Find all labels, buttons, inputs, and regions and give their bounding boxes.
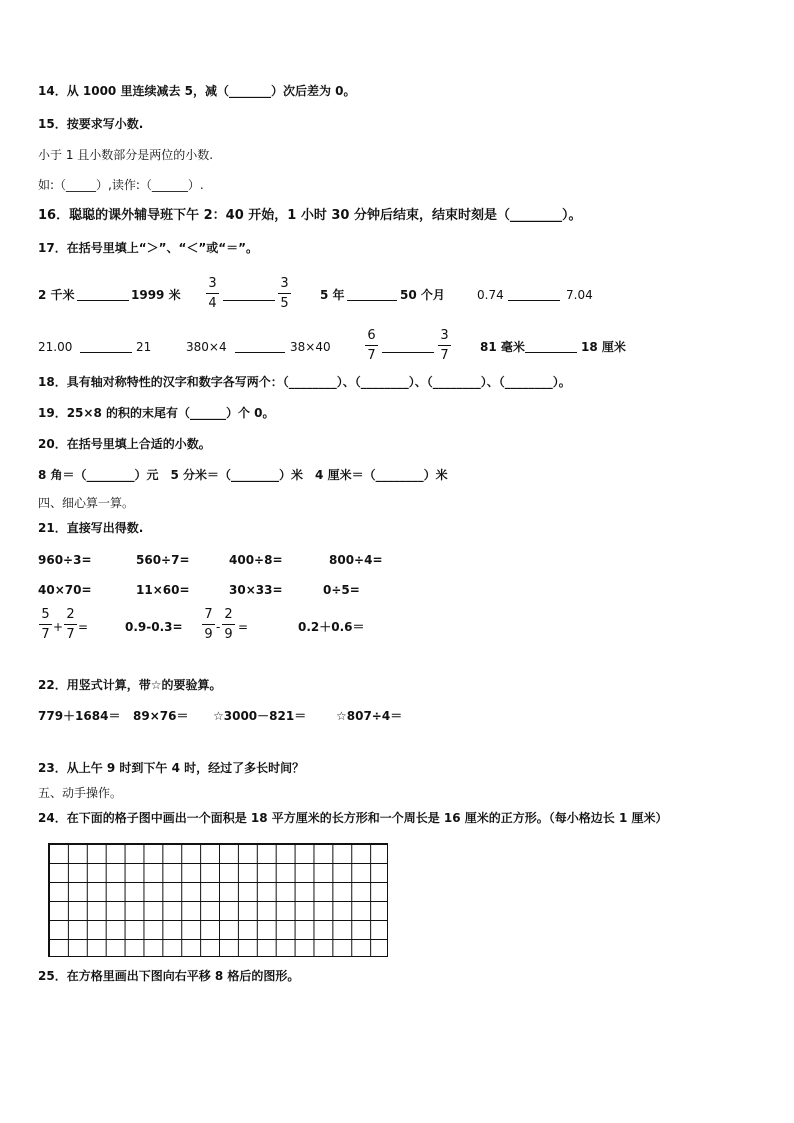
q17-r1-f: 50 个月 <box>400 288 445 302</box>
q21-r1-c1: 960÷3= <box>38 553 92 567</box>
q21-r2-c2: 11×60= <box>136 583 190 597</box>
q17-r2-a: 21.00 <box>38 340 73 354</box>
question-23: 23．从上午 9 时到下午 4 时，经过了多长时间？ <box>38 761 305 775</box>
answer-blank[interactable] <box>80 339 132 353</box>
question-16: 16．聪聪的课外辅导班下午 2：40 开始，1 小时 30 分钟后结束，结束时刻是（________）。 <box>38 208 582 223</box>
q22-item-4: ☆807÷4＝ <box>336 709 403 723</box>
q17-r1-e: 5 年 <box>320 288 345 302</box>
question-14: 14．从 1000 里连续减去 5，减（_______）次后差为 0。 <box>38 84 356 98</box>
q21-r2-c4: 0÷5= <box>323 583 360 597</box>
q21-r2-c3: 30×33= <box>229 583 283 597</box>
q17-r1-fraction-right: 3 5 <box>278 275 291 312</box>
question-20-title: 20．在括号里填上合适的小数。 <box>38 437 211 451</box>
q17-r1-g: 0.74 <box>477 288 504 302</box>
equals-sign: = <box>78 620 89 634</box>
question-25: 25．在方格里画出下图向右平移 8 格后的图形。 <box>38 969 300 983</box>
q17-r1-fraction-left: 3 4 <box>206 275 219 312</box>
question-15-line1: 小于 1 且小数部分是两位的小数. <box>38 148 214 162</box>
q21-fraction-2-9: 2 9 <box>222 606 235 643</box>
answer-blank[interactable] <box>525 339 577 353</box>
answer-blank[interactable] <box>223 287 275 301</box>
question-18: 18．具有轴对称特性的汉字和数字各写两个：（________）、（________）、（________）、（________）。 <box>38 375 571 389</box>
q17-r2-h: 18 厘米 <box>581 340 626 354</box>
q21-fraction-5-7: 5 7 <box>39 606 52 643</box>
answer-blank[interactable] <box>382 339 434 353</box>
section-4-heading: 四、细心算一算。 <box>38 496 135 510</box>
q22-item-2: 89×76＝ <box>133 709 189 723</box>
q21-r1-c2: 560÷7= <box>136 553 190 567</box>
q17-r2-b: 21 <box>136 340 152 354</box>
q21-fraction-7-9: 7 9 <box>202 606 215 643</box>
question-15-line2: 如:（_____）,读作:（______）. <box>38 178 204 192</box>
question-24: 24．在下面的格子图中画出一个面积是 18 平方厘米的长方形和一个周长是 16 厘米的正方形。（每小格边长 1 厘米） <box>38 811 668 825</box>
equals-sign: = <box>238 620 249 634</box>
q21-r3-b: 0.9-0.3= <box>125 620 183 634</box>
question-19: 19．25×8 的积的末尾有（______）个 0。 <box>38 406 275 420</box>
q17-r1-h: 7.04 <box>566 288 593 302</box>
q21-r2-c1: 40×70= <box>38 583 92 597</box>
q17-r2-c: 380×4 <box>186 340 227 354</box>
question-15-title: 15．按要求写小数. <box>38 117 144 131</box>
q22-item-1: 779＋1684＝ <box>38 709 121 723</box>
drawing-grid[interactable] <box>48 843 388 957</box>
answer-blank[interactable] <box>347 287 397 301</box>
answer-blank[interactable] <box>77 287 129 301</box>
q17-r1-a: 2 千米 <box>38 288 75 302</box>
answer-blank[interactable] <box>508 287 560 301</box>
q17-r2-fraction-right: 3 7 <box>438 327 451 364</box>
q22-item-3: ☆3000－821＝ <box>213 709 307 723</box>
q17-r1-b: 1999 米 <box>131 288 181 302</box>
q21-r1-c3: 400÷8= <box>229 553 283 567</box>
answer-blank[interactable] <box>235 339 285 353</box>
q17-r2-d: 38×40 <box>290 340 331 354</box>
q21-r1-c4: 800÷4= <box>329 553 383 567</box>
q17-r2-fraction-left: 6 7 <box>365 327 378 364</box>
q17-r2-g: 81 毫米 <box>480 340 525 354</box>
question-20-line: 8 角＝（________）元 5 分米＝（________）米 4 厘米＝（________）米 <box>38 468 448 482</box>
q21-r3-d: 0.2＋0.6＝ <box>298 620 365 634</box>
plus-sign: + <box>53 620 64 634</box>
section-5-heading: 五、动手操作。 <box>38 786 123 800</box>
question-17-title: 17．在括号里填上“＞”、“＜”或“＝”。 <box>38 241 259 255</box>
q21-fraction-2-7: 2 7 <box>64 606 77 643</box>
minus-sign: - <box>216 620 221 634</box>
question-21-title: 21．直接写出得数. <box>38 521 144 535</box>
question-22-title: 22．用竖式计算，带☆的要验算。 <box>38 678 222 692</box>
